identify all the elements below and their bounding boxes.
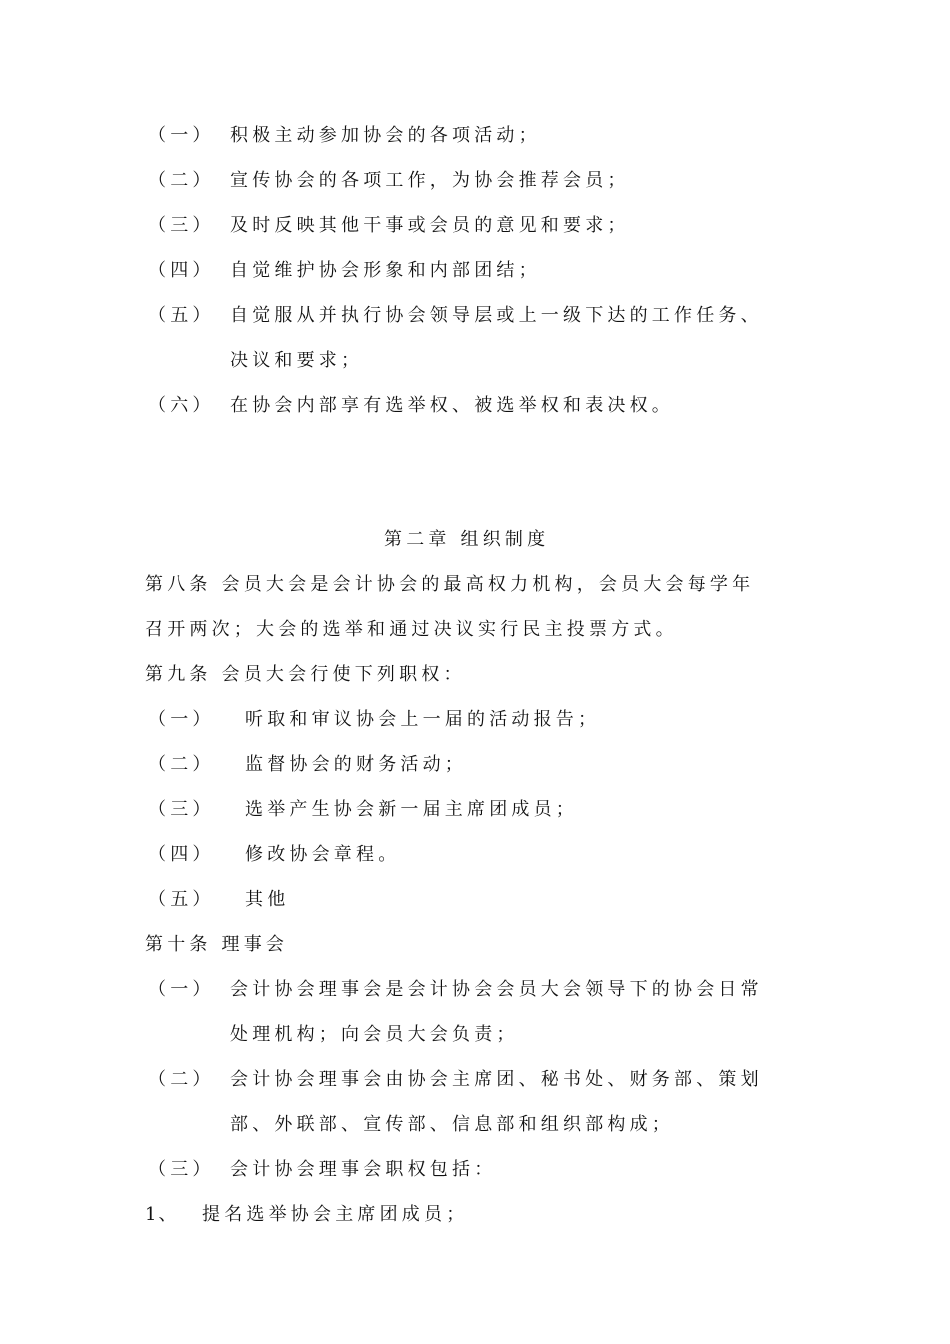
sub-item-number: 1、 xyxy=(145,1204,179,1225)
list-item-text: 宣传协会的各项工作，为协会推荐会员； xyxy=(230,170,630,191)
list-item-continuation: 决议和要求； xyxy=(230,350,364,371)
list-item-number: （四） xyxy=(148,260,215,281)
list-item-text: 及时反映其他干事或会员的意见和要求； xyxy=(230,215,630,236)
list-item-text: 积极主动参加协会的各项活动； xyxy=(230,125,541,146)
list-item-number: （二） xyxy=(148,754,215,775)
sub-item-text: 提名选举协会主席团成员； xyxy=(202,1204,469,1225)
list-item-number: （六） xyxy=(148,395,215,416)
list-item-number: （二） xyxy=(148,1069,215,1090)
list-item-text: 修改协会章程。 xyxy=(245,844,401,865)
list-item-number: （四） xyxy=(148,844,215,865)
list-item-text: 听取和审议协会上一届的活动报告； xyxy=(245,709,601,730)
list-item-text: 在协会内部享有选举权、被选举权和表决权。 xyxy=(230,395,674,416)
list-item-number: （一） xyxy=(148,125,215,146)
list-item-text: 会计协会理事会是会计协会会员大会领导下的协会日常 xyxy=(230,979,763,1000)
list-item-continuation: 部、外联部、宣传部、信息部和组织部构成； xyxy=(230,1114,674,1135)
article-10-title: 第十条 理事会 xyxy=(145,934,289,955)
list-item-continuation: 处理机构；向会员大会负责； xyxy=(230,1024,519,1045)
list-item-text: 会计协会理事会职权包括： xyxy=(230,1159,497,1180)
article-8-line-1: 第八条 会员大会是会计协会的最高权力机构，会员大会每学年 xyxy=(145,574,755,595)
list-item-number: （五） xyxy=(148,305,215,326)
list-item-text: 选举产生协会新一届主席团成员； xyxy=(245,799,578,820)
list-item-text: 其他 xyxy=(245,889,290,910)
chapter-title: 第二章 组织制度 xyxy=(384,529,550,550)
list-item-number: （三） xyxy=(148,215,215,236)
list-item-text: 会计协会理事会由协会主席团、秘书处、财务部、策划 xyxy=(230,1069,763,1090)
article-9-title: 第九条 会员大会行使下列职权： xyxy=(145,664,466,685)
list-item-number: （三） xyxy=(148,1159,215,1180)
list-item-text: 自觉服从并执行协会领导层或上一级下达的工作任务、 xyxy=(230,305,763,326)
list-item-text: 监督协会的财务活动； xyxy=(245,754,467,775)
list-item-number: （二） xyxy=(148,170,215,191)
list-item-number: （三） xyxy=(148,799,215,820)
list-item-number: （一） xyxy=(148,979,215,1000)
list-item-text: 自觉维护协会形象和内部团结； xyxy=(230,260,541,281)
list-item-number: （一） xyxy=(148,709,215,730)
list-item-number: （五） xyxy=(148,889,215,910)
article-8-line-2: 召开两次；大会的选举和通过决议实行民主投票方式。 xyxy=(145,619,678,640)
